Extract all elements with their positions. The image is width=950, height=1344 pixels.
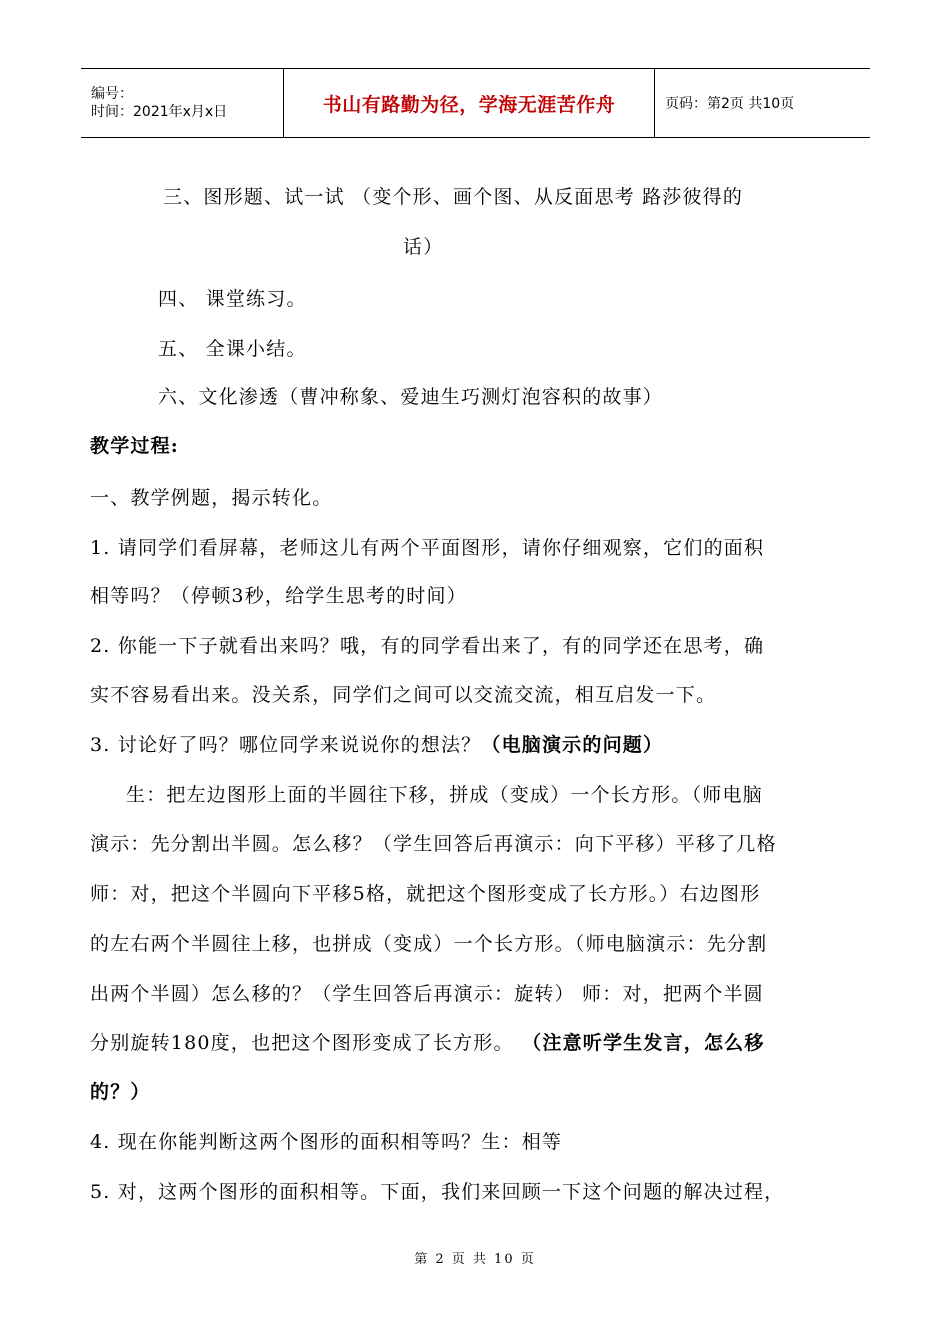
number-label: 编号： — [91, 86, 133, 102]
paragraph-7: 5. 对，这两个图形的面积相等。下面，我们来回顾一下这个问题的解决过程， — [90, 1181, 785, 1203]
paragraph-3-line-2: 实不容易看出来。没关系，同学们之间可以交流交流，相互启发一下。 — [90, 684, 717, 706]
paragraph-5-note-cont: 的？） — [90, 1081, 151, 1103]
paragraph-6: 4. 现在你能判断这两个图形的面积相等吗？生：相等 — [90, 1131, 563, 1153]
paragraph-1: 一、教学例题，揭示转化。 — [90, 487, 333, 509]
paragraph-4-note: （电脑演示的问题） — [481, 734, 664, 756]
outline-item-6: 六、文化渗透（曹冲称象、爱迪生巧测灯泡容积的故事） — [158, 386, 664, 408]
paragraph-5-line-1: 生：把左边图形上面的半圆往下移，拼成（变成）一个长方形。（师电脑 — [126, 784, 763, 806]
outline-item-5: 五、 全课小结。 — [158, 338, 307, 360]
paragraph-5-note: （注意听学生发言，怎么移 — [531, 1032, 765, 1054]
outline-item-3-cont: 话） — [403, 236, 444, 258]
motto: 书山有路勤为径，学海无涯苦作舟 — [322, 93, 616, 116]
paragraph-5-line-5: 出两个半圆）怎么移的？（学生回答后再演示：旋转） 师：对，把两个半圆 — [90, 983, 764, 1005]
header-table — [81, 68, 870, 138]
date-label: 时间：2021年x月x日 — [91, 104, 228, 120]
paragraph-2-line-1: 1. 请同学们看屏幕，老师这儿有两个平面图形，请你仔细观察，它们的面积 — [90, 537, 765, 559]
paragraph-4-text: 3. 讨论好了吗？哪位同学来说说你的想法？ — [90, 734, 482, 756]
paragraph-5-line-6 — [90, 1028, 765, 1055]
header-page-cell — [655, 69, 870, 137]
paragraph-5-line-3: 师：对，把这个半圆向下平移5格，就把这个图形变成了长方形。）右边图形 — [90, 883, 761, 905]
page-label: 页码：第2页 共10页 — [665, 96, 795, 112]
section-title: 教学过程: — [90, 435, 180, 457]
header-motto-cell — [283, 69, 655, 137]
outline-item-3: 三、图形题、试一试 （变个形、画个图、从反面思考 路莎彼得的 — [163, 186, 744, 208]
header-info-cell — [81, 69, 283, 137]
paragraph-5-line-6-text: 分别旋转180度，也把这个图形变成了长方形。 — [90, 1032, 514, 1054]
paragraph-4 — [90, 730, 663, 757]
page-footer: 第 2 页 共 10 页 — [414, 1252, 536, 1267]
paragraph-3-line-1: 2. 你能一下子就看出来吗？哦，有的同学看出来了，有的同学还在思考，确 — [90, 635, 765, 657]
paragraph-2-line-2: 相等吗？（停顿3秒，给学生思考的时间） — [90, 585, 467, 607]
paragraph-5-line-4: 的左右两个半圆往上移，也拼成（变成）一个长方形。（师电脑演示：先分割 — [90, 933, 768, 955]
outline-item-4: 四、 课堂练习。 — [158, 288, 307, 310]
paragraph-5-line-2: 演示：先分割出半圆。怎么移？（学生回答后再演示：向下平移）平移了几格 — [90, 833, 777, 855]
